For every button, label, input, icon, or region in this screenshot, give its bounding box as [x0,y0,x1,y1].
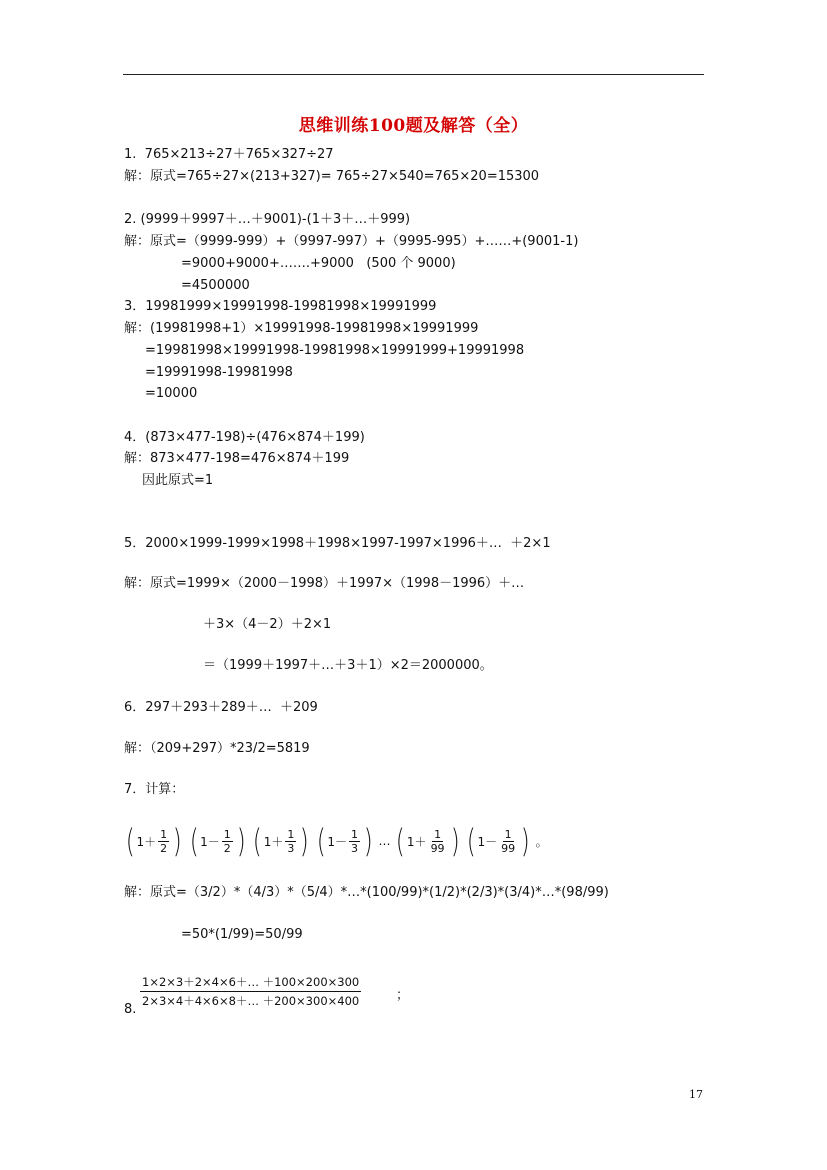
header-rule [123,74,704,75]
q7-factor: ( 1＋ $\frac{1}{2}$ ) [125,822,182,860]
q1-solution: 解：原式=765÷27×(213+327)= 765÷27×540=765×20=15300 [124,169,540,184]
q2-problem: 2. (9999＋9997＋…＋9001)-(1＋3＋…＋999) [124,212,411,227]
q7-solution: 解：原式=（3/2）*（4/3）*（5/4）*…*(100/99)*(1/2)*(2/3)*(3/4)*…*(98/99) [124,885,609,900]
q8-number: 8. [124,1002,137,1017]
q4-problem: 4．(873×477-198)÷(476×874＋199) [124,430,365,445]
q4-result: 因此原式=1 [142,473,214,488]
q7-heading: 7．计算： [124,782,185,797]
q7-factor: ( 1－ $\frac{1}{99}$ ) [466,822,530,860]
q8-numerator: 1×2×3＋2×4×6＋… ＋100×200×300 [140,974,361,992]
q7-factor: ( 1－ $\frac{1}{2}$ ) [189,822,246,860]
q3-step-1: =19981998×19991998-19981998×19991999+19991998 [145,343,525,358]
page-number: 17 [689,1088,703,1101]
q2-step: =9000+9000+…….+9000 (500 个 9000) [181,256,456,271]
q8-end-mark: ； [396,988,410,1003]
q3-solution: 解：(19981998+1）×19991998-19981998×19991999 [124,321,479,336]
q7-factor: ( 1＋ $\frac{1}{99}$ ) [396,822,460,860]
q3-problem: 3．19981999×19991998-19981998×19991999 [124,299,437,314]
q7-end-mark: 。 [535,834,548,849]
q5-step: ＋3×（4－2）＋2×1 [203,617,332,632]
q8-denominator: 2×3×4＋4×6×8＋… ＋200×300×400 [142,994,360,1008]
q5-result: ＝（1999＋1997＋…＋3＋1）×2＝2000000。 [203,658,493,673]
q6-solution: 解：（209+297）*23/2=5819 [124,741,310,756]
q2-solution: 解：原式=（9999-999）+（9997-997）+（9995-995）+……+(9001-1) [124,234,579,249]
q4-solution: 解：873×477-198=476×874＋199 [124,451,350,466]
page-title: 思维训练100题及解答（全） [298,116,529,136]
q7-ellipsis: … [378,834,391,848]
q5-solution: 解：原式=1999×（2000－1998）＋1997×（1998－1996）＋… [124,576,525,591]
q8-fraction [140,974,361,1009]
q7-result: =50*(1/99)=50/99 [181,927,303,942]
q7-factor: ( 1＋ $\frac{1}{3}$ ) [253,822,309,860]
q2-result: =4500000 [181,278,250,293]
q3-result: =10000 [145,386,198,401]
q7-expression [124,821,548,861]
q6-problem: 6．297＋293＋289＋… ＋209 [124,700,318,715]
q5-problem: 5．2000×1999-1999×1998＋1998×1997-1997×1996＋… ＋2×1 [124,536,551,551]
q1-problem: 1. 765×213÷27＋765×327÷27 [124,147,334,162]
q7-factor: ( 1－ $\frac{1}{3}$ ) [316,822,373,860]
q3-step-2: =19991998-19981998 [145,365,293,380]
